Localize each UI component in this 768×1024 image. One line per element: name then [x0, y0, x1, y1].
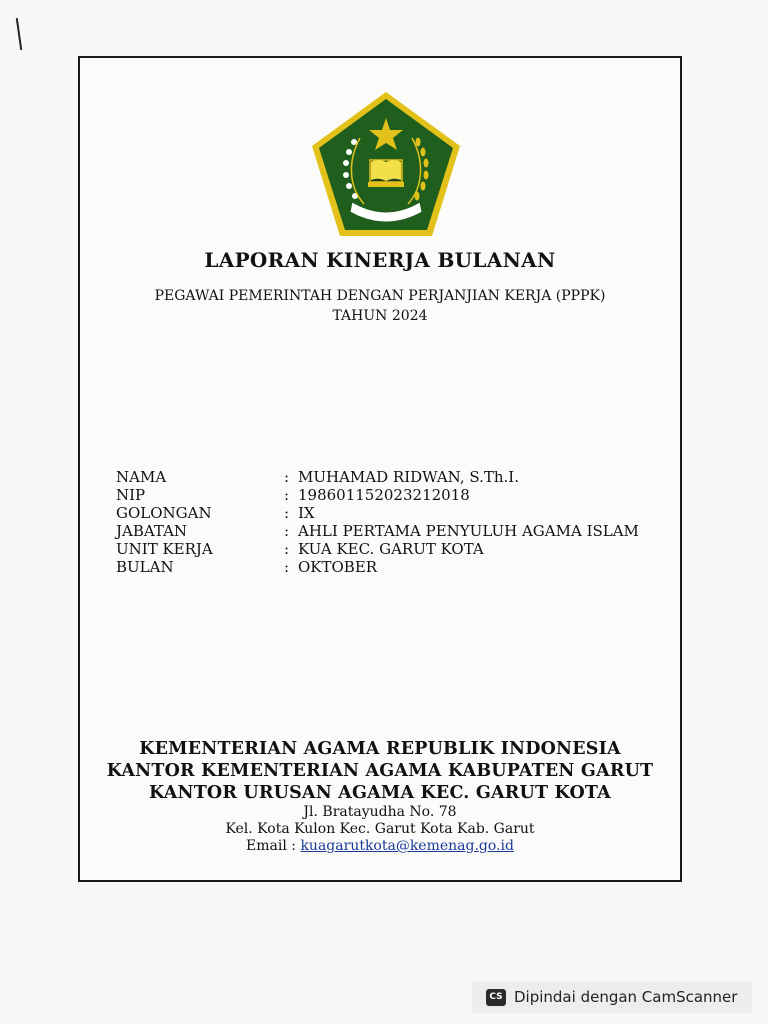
info-row-nama [116, 468, 639, 486]
camscanner-icon: CS [486, 989, 506, 1006]
document-title: LAPORAN KINERJA BULANAN [204, 248, 556, 272]
info-value: AHLI PERTAMA PENYULUH AGAMA ISLAM [298, 522, 639, 540]
address-street: Jl. Bratayudha No. 78 [303, 804, 457, 820]
info-value: KUA KEC. GARUT KOTA [298, 540, 484, 558]
camscanner-text: Dipindai dengan CamScanner [514, 988, 738, 1006]
info-label: GOLONGAN [116, 504, 212, 522]
info-label: NAMA [116, 468, 167, 486]
document-subtitle: PEGAWAI PEMERINTAH DENGAN PERJANJIAN KERJA (PPPK) [154, 288, 606, 304]
info-value: IX [298, 504, 315, 522]
info-row-jabatan [116, 522, 639, 540]
info-row-golongan [116, 504, 639, 522]
info-row-unit-kerja [116, 540, 639, 558]
kua-office-name: KANTOR URUSAN AGAMA KEC. GARUT KOTA [149, 783, 611, 803]
info-label: JABATAN [116, 522, 188, 540]
pen-mark [16, 18, 22, 50]
info-colon: : [284, 540, 290, 558]
info-row-bulan [116, 558, 639, 576]
info-row-nip [116, 486, 639, 504]
ministry-name: KEMENTERIAN AGAMA REPUBLIK INDONESIA [139, 739, 621, 759]
kemenag-logo [308, 90, 464, 240]
email-link[interactable]: kuagarutkota@kemenag.go.id [300, 838, 514, 854]
email-label: Email : [246, 838, 301, 854]
info-value: OKTOBER [298, 558, 378, 576]
email-line [80, 838, 680, 855]
info-value: 198601152023212018 [298, 486, 470, 504]
info-label: BULAN [116, 558, 174, 576]
info-value: MUHAMAD RIDWAN, S.Th.I. [298, 468, 519, 486]
info-label: UNIT KERJA [116, 540, 213, 558]
info-colon: : [284, 522, 290, 540]
info-colon: : [284, 486, 290, 504]
regency-office-name: KANTOR KEMENTERIAN AGAMA KABUPATEN GARUT [106, 761, 654, 781]
info-colon: : [284, 504, 290, 522]
camscanner-watermark [472, 981, 752, 1013]
info-colon: : [284, 468, 290, 486]
info-label: NIP [116, 486, 146, 504]
info-colon: : [284, 558, 290, 576]
institution-footer [80, 738, 680, 855]
document-cover [78, 56, 682, 882]
employee-info [116, 468, 639, 576]
address-area: Kel. Kota Kulon Kec. Garut Kota Kab. Garut [225, 821, 535, 837]
document-year: TAHUN 2024 [332, 308, 428, 324]
